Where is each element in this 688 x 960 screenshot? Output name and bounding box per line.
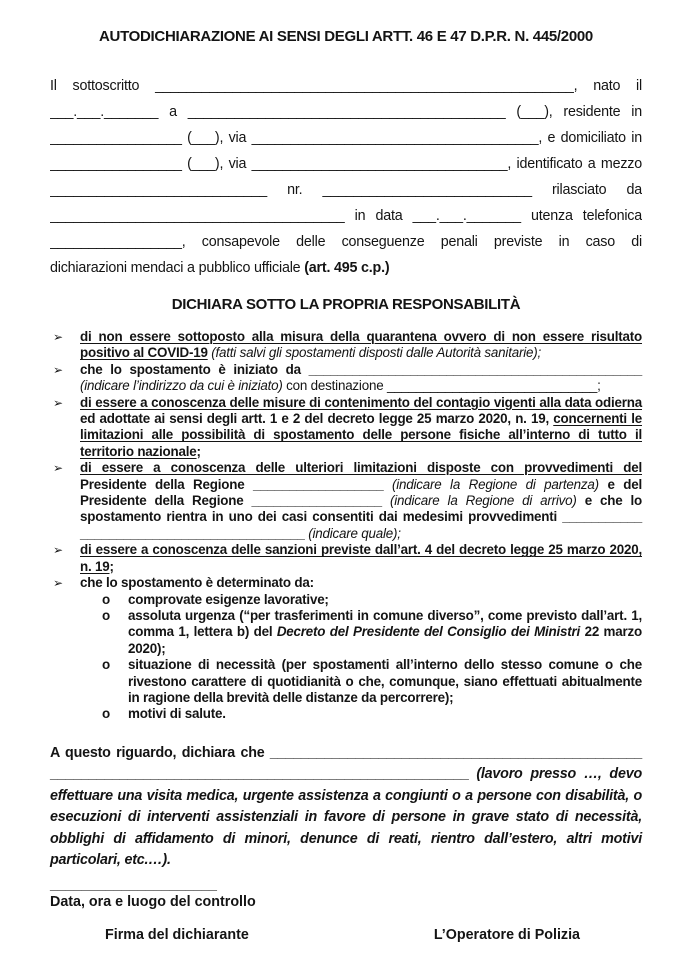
sub-bullet-health-reasons <box>102 706 642 722</box>
signatures-row <box>50 927 642 943</box>
bullet-arrow-icon: ➢ <box>53 461 63 476</box>
bullet-item-trip-origin <box>50 362 642 395</box>
declaration-heading: DICHIARA SOTTO LA PROPRIA RESPONSABILITÀ <box>171 296 521 313</box>
bullet-tail-text: ; <box>196 443 201 459</box>
intro-line: ____________________________ nr. ___________________________ rilasciato da <box>50 182 642 198</box>
intro-line: Il sottoscritto ______________________________________________________, nato il <box>50 78 642 94</box>
sub-bullet-necessity <box>102 657 642 706</box>
bullet-note-text: (indicare l’indirizzo da cui è iniziato) <box>80 378 283 394</box>
closing-examples-note: (lavoro presso …, devo effettuare una visita medica, urgente assistenza a congiunti o a persone con disabilità, o esecuzioni di interventi assistenziali in favore di persone in grave stato di necessità, obblighi di affidamento di minori, denunce di reati, rientro dall’estero, altri motivi particolari, etc.…). <box>50 766 642 869</box>
sub-bullet-absolute-urgency <box>102 608 642 657</box>
bullet-item-quarantine <box>50 329 642 362</box>
bullet-arrow-icon: ➢ <box>53 543 63 558</box>
bullet-note-text: (fatti salvi gli spostamenti disposti dalle Autorità sanitarie); <box>207 345 542 361</box>
control-block <box>50 878 642 912</box>
intro-last-text: dichiarazioni mendaci a pubblico ufficiale <box>50 260 305 276</box>
bullet-main-text: di essere a conoscenza delle sanzioni previste dall’art. 4 del decreto legge 25 marzo 2020, n. 19 <box>80 542 642 574</box>
intro-line: _________________ (___), via _____________________________________, e domiciliato in <box>50 130 642 146</box>
allowed-case-blank: e che lo spostamento rientra in uno dei casi consentiti dai medesimi provvedimenti ___________ _______________________________ <box>80 493 642 541</box>
intro-line: _________________ (___), via _________________________________, identificato a mezzo <box>50 156 642 172</box>
bullet-text <box>80 329 642 362</box>
sub-bullet-text: comprovate esigenze lavorative; <box>128 591 329 607</box>
circle-bullet-icon: o <box>102 607 110 623</box>
bullet-main-text: di non essere sottoposto alla misura della quarantena ovvero di non essere risultato positivo al COVID-19 <box>80 329 642 361</box>
circle-bullet-icon: o <box>102 706 110 722</box>
bullet-arrow-icon: ➢ <box>53 362 63 377</box>
region-departure-note: (indicare la Regione di partenza) <box>391 476 599 492</box>
bullet-item-regional-limitations <box>50 460 642 542</box>
region-departure-blank: Presidente della Regione __________________ <box>80 476 392 492</box>
bullet-main-text: di essere a conoscenza delle misure di contenimento del contagio vigenti alla data odierna <box>80 394 642 410</box>
sub-bullet-tail-text: 22 marzo 2020); <box>128 624 642 656</box>
intro-line: _________________, consapevole delle conseguenze penali previste in caso di <box>50 234 642 250</box>
closing-paragraph <box>50 743 642 872</box>
bullet-item-containment-measures <box>50 395 642 461</box>
sub-bullet-work-needs <box>102 592 642 608</box>
sub-bullet-text: motivi di salute. <box>128 706 226 722</box>
bullet-item-sanctions <box>50 542 642 575</box>
control-label: Data, ora e luogo del controllo <box>50 893 256 910</box>
bullet-text <box>80 460 642 542</box>
bullet-item-trip-reason <box>50 575 642 591</box>
circle-bullet-icon: o <box>102 591 110 607</box>
bullet-text <box>80 362 642 395</box>
bullet-mid-text: ed adottate ai sensi degli artt. 1 e 2 del decreto legge 25 marzo 2020, n. 19, <box>80 411 554 427</box>
bullet-text <box>80 542 642 575</box>
declarant-signature-label: Firma del dichiarante <box>105 926 249 943</box>
bullet-tail-text: con destinazione _____________________________; <box>282 378 601 394</box>
intro-paragraph <box>50 73 642 281</box>
region-arrival-note: (indicare la Regione di arrivo) <box>389 493 577 509</box>
intro-line <box>50 255 642 281</box>
bullet-text: che lo spostamento è determinato da: <box>80 575 314 591</box>
declaration-list <box>50 329 642 723</box>
closing-declaration-blank: A questo riguardo, dichiara che ________________________________________________ ______________________________________________________ <box>50 744 642 783</box>
police-operator-label: L’Operatore di Polizia <box>433 926 580 943</box>
intro-line: ______________________________________ in data ___.___._______ utenza telefonica <box>50 208 642 224</box>
allowed-case-note: (indicare quale); <box>308 525 401 541</box>
control-signature-line: _____________________ <box>50 876 217 893</box>
form-title: AUTODICHIARAZIONE AI SENSI DEGLI ARTT. 46 E 47 D.P.R. N. 445/2000 <box>99 28 593 45</box>
sub-bullet-text <box>128 608 642 657</box>
bullet-main-text: di essere a conoscenza delle ulteriori limitazioni disposte con provvedimenti del <box>80 460 642 476</box>
circle-bullet-icon: o <box>102 657 110 673</box>
bullet-arrow-icon: ➢ <box>53 395 63 410</box>
decree-title-text: Decreto del Presidente del Consiglio dei Ministri <box>276 624 581 640</box>
bullet-tail-text: ; <box>109 558 114 574</box>
intro-line: ___.___._______ a _________________________________________ (___), residente in <box>50 104 642 120</box>
sub-bullet-lead-text: assoluta urgenza (“per trasferimenti in comune diverso”, come previsto dall’art. 1, comma 1, lettera b) del <box>128 607 642 640</box>
bullet-text <box>80 395 642 461</box>
region-arrival-blank: e del Presidente della Regione __________________ <box>80 476 642 509</box>
bullet-underlined-text: concernenti le limitazioni alle possibilità di spostamento delle persone fisiche all’interno di tutto il territorio nazionale <box>80 411 642 459</box>
sub-bullet-text: situazione di necessità (per spostamenti all’interno dello stesso comune o che rivestono carattere di quotidianità o che, comunque, siano effettuati abitualmente in ragione della brevità delle distanze da percorrere); <box>128 657 642 705</box>
penal-code-reference: (art. 495 c.p.) <box>304 260 390 276</box>
bullet-arrow-icon: ➢ <box>53 576 63 591</box>
bullet-main-text: che lo spostamento è iniziato da ______________________________________________ <box>80 361 642 377</box>
bullet-arrow-icon: ➢ <box>53 330 63 344</box>
